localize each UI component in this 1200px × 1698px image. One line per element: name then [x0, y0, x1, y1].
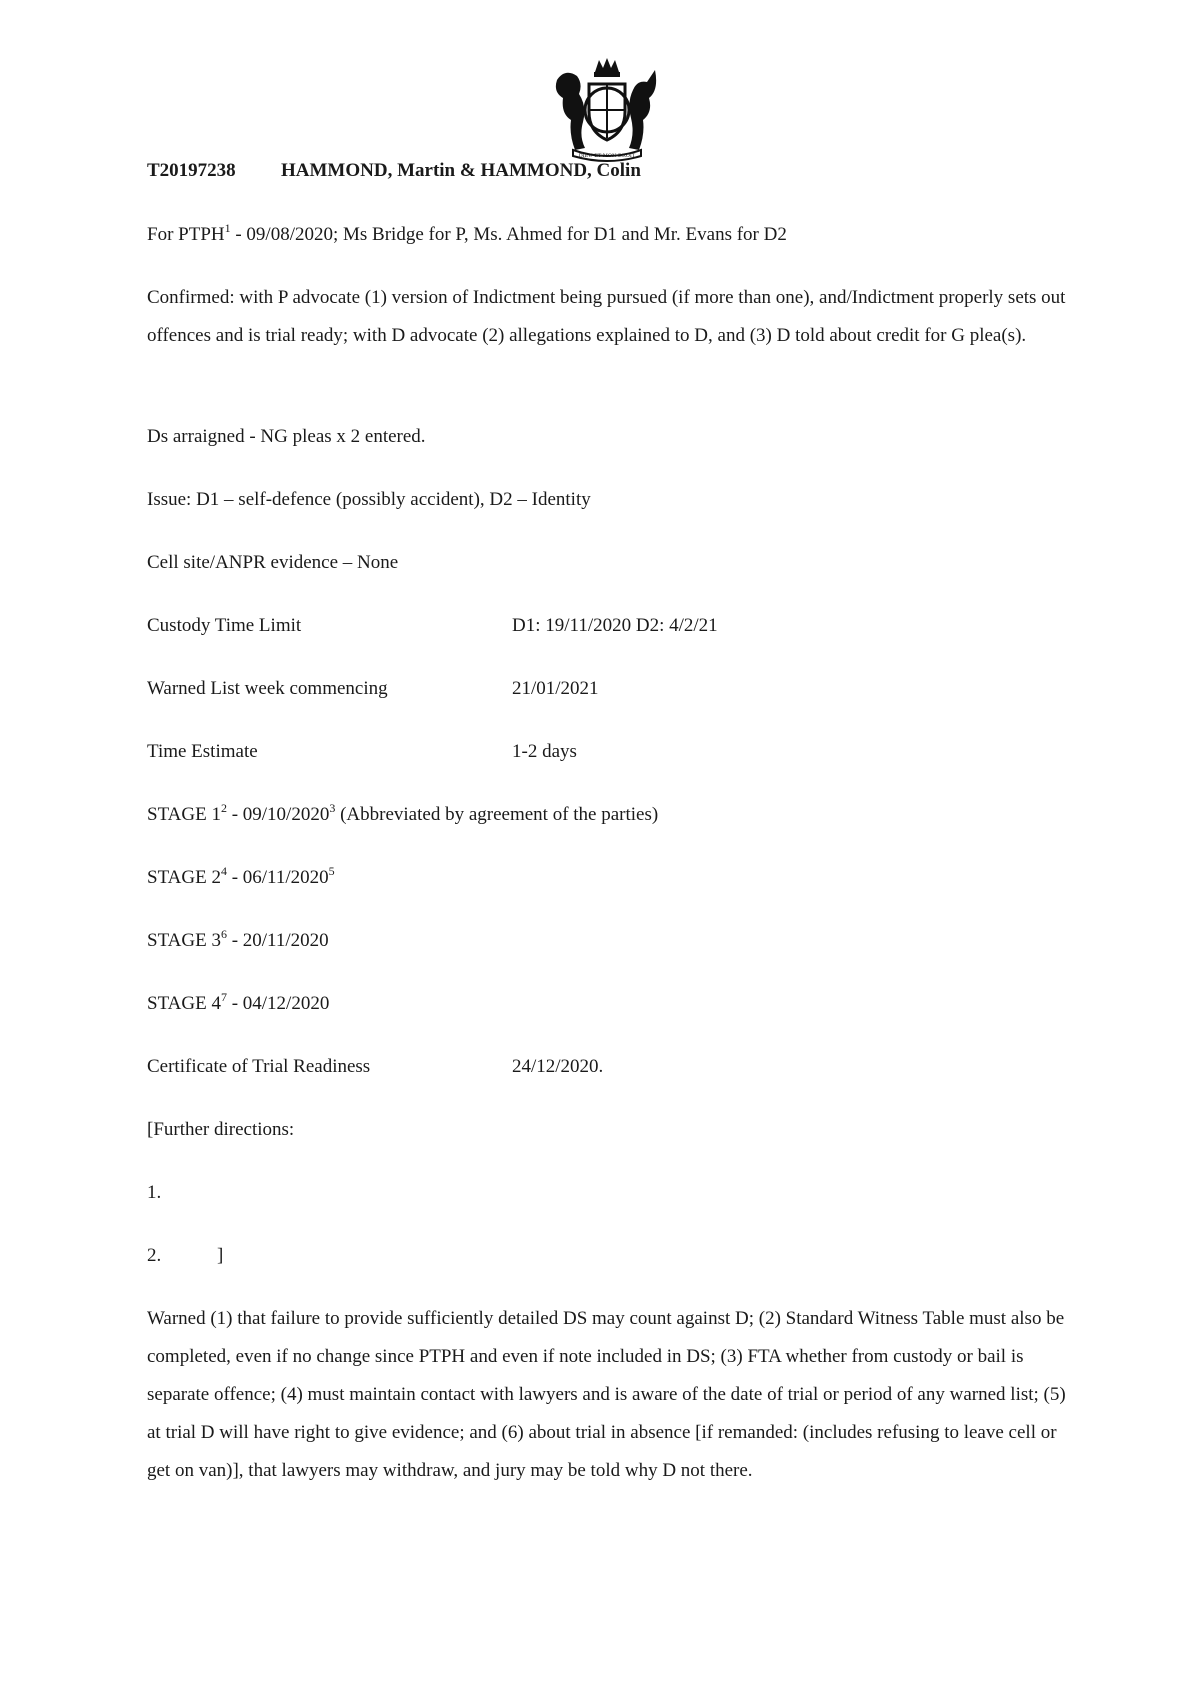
case-header: [147, 160, 641, 182]
custody-label: Custody Time Limit: [147, 615, 302, 636]
time-estimate-label: Time Estimate: [147, 741, 258, 762]
direction-item-1: 1.: [147, 1182, 162, 1203]
stage-4-line: STAGE $4^7 - 04/12/2020$: [147, 989, 330, 1014]
closing-bracket: ]: [217, 1245, 224, 1266]
cell-site-line: Cell site/ANPR evidence – None: [147, 552, 399, 573]
footnote-ref: 2: [220, 800, 227, 815]
arraigned-line: Ds arraigned - NG pleas x 2 entered.: [147, 426, 426, 447]
warned-list-label: Warned List week commencing: [147, 678, 388, 699]
certificate-label: Certificate of Trial Readiness: [147, 1056, 371, 1077]
case-number: T20197238: [147, 160, 236, 181]
custody-time-limit-row: [147, 615, 1047, 637]
certificate-row: [147, 1056, 1047, 1078]
ptph-line: For PTPH$^1$ - 09/08/2020; Ms Bridge for P, Ms. Ahmed for D1 and Mr. Evans for D2: [147, 220, 787, 245]
case-parties: HAMMOND, Martin & HAMMOND, Colin: [281, 160, 641, 181]
footnote-ref: 6: [220, 926, 227, 941]
certificate-value: 24/12/2020.: [512, 1056, 604, 1077]
warned-paragraph: Warned (1) that failure to provide sufficiently detailed DS may count against D; (2) Standard Witness Table must also be completed, even if no change since PTPH and even if note included in DS; (3) FTA whether from custody or bail is separate offence; (4) must maintain contact with lawyers and is aware of the date of trial or period of any warned list; (5) at trial D will have right to give evidence; and (6) about trial in absence [if remanded: (includes refusing to leave cell or get on van)], that lawyers may withdraw, and jury may be told why D not there.: [147, 1308, 1066, 1481]
stage-2-line: STAGE $2^4 - 06/11/2020^5$: [147, 863, 335, 888]
warned-list-value: 21/01/2021: [512, 678, 599, 699]
stage-1-line: STAGE $1^2 - 09/10/2020^3$ (Abbreviated by agreement of the parties): [147, 800, 659, 825]
direction-item-2: 2. ]: [147, 1245, 224, 1266]
svg-text:DIEU ET MON DROIT: DIEU ET MON DROIT: [578, 153, 636, 159]
time-estimate-value: 1-2 days: [512, 741, 577, 762]
time-estimate-row: [147, 741, 1047, 763]
warned-list-row: [147, 678, 1047, 700]
royal-coat-of-arms-icon: [543, 54, 671, 164]
footnote-ref: 3: [329, 800, 336, 815]
footnote-ref: 1: [224, 220, 231, 235]
footnote-ref: 5: [328, 863, 335, 878]
footnote-ref: 7: [220, 989, 227, 1004]
confirmed-paragraph: Confirmed: with P advocate (1) version of Indictment being pursued (if more than one), and/Indictment properly sets out offences and is trial ready; with D advocate (2) allegations explained to D, and (3) D told about credit for G plea(s).: [147, 287, 1066, 346]
footnote-ref: 4: [220, 863, 227, 878]
custody-value: D1: 19/11/2020 D2: 4/2/21: [512, 615, 718, 636]
stage-3-line: STAGE $3^6 - 20/11/2020$: [147, 926, 329, 951]
issue-line: Issue: D1 – self-defence (possibly accident), D2 – Identity: [147, 489, 591, 510]
further-directions-heading: [Further directions:: [147, 1119, 295, 1140]
